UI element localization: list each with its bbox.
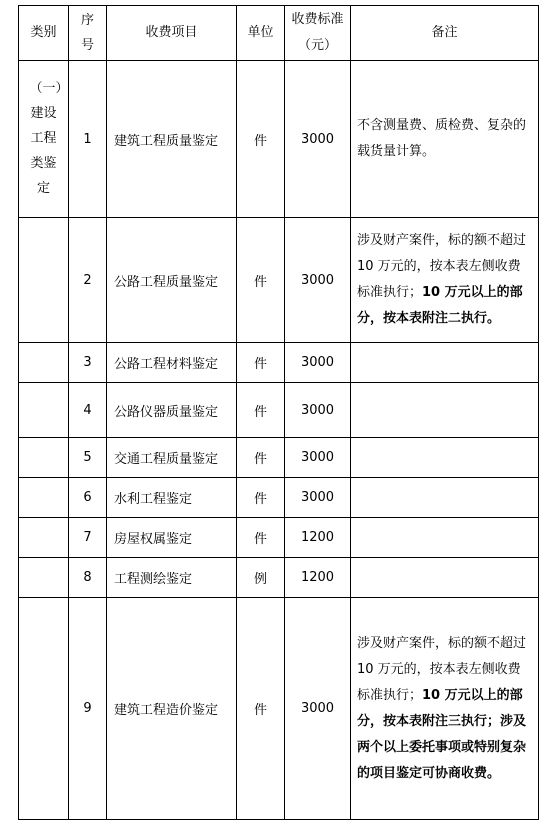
row-number: 9 [69,598,107,820]
row-unit: 件 [237,518,285,558]
row-item: 水利工程鉴定 [107,478,237,518]
table-row [19,343,539,383]
row-fee: 1200 [285,518,351,558]
row-unit: 件 [237,218,285,343]
row-fee: 3000 [285,438,351,478]
category-cell-empty [19,383,69,438]
table-row [19,518,539,558]
header-remark: 备注 [351,6,539,61]
row-remark [351,343,539,383]
row-number: 8 [69,558,107,598]
table-row [19,478,539,518]
category-cell-empty [19,518,69,558]
row-fee: 3000 [285,478,351,518]
row-item: 房屋权属鉴定 [107,518,237,558]
row-number: 6 [69,478,107,518]
row-remark: 涉及财产案件，标的额不超过 10 万元的，按本表左侧收费标准执行；10 万元以上的部分，按本表附注三执行；涉及两个以上委托事项或特别复杂的项目鉴定可协商收费。 [351,598,539,820]
category-cell-empty [19,598,69,820]
table-row [19,598,539,820]
category-cell: （一）建设工程类鉴定 [19,61,69,218]
row-remark [351,383,539,438]
header-item: 收费项目 [107,6,237,61]
row-remark: 不含测量费、质检费、复杂的载货量计算。 [351,61,539,218]
row-number: 7 [69,518,107,558]
row-number: 1 [69,61,107,218]
category-cell-empty [19,438,69,478]
row-remark [351,478,539,518]
row-number: 3 [69,343,107,383]
row-fee: 3000 [285,343,351,383]
row-fee: 3000 [285,598,351,820]
category-cell-empty [19,478,69,518]
row-remark [351,558,539,598]
table-row [19,61,539,218]
row-item: 公路工程材料鉴定 [107,343,237,383]
row-unit: 件 [237,598,285,820]
row-item: 建筑工程质量鉴定 [107,61,237,218]
row-unit: 件 [237,438,285,478]
row-unit: 件 [237,383,285,438]
row-item: 工程测绘鉴定 [107,558,237,598]
row-remark [351,518,539,558]
row-number: 2 [69,218,107,343]
category-cell-empty [19,558,69,598]
row-fee: 3000 [285,383,351,438]
row-fee: 1200 [285,558,351,598]
row-fee: 3000 [285,61,351,218]
header-index: 序号 [69,6,107,61]
header-standard: 收费标准（元） [285,6,351,61]
header-row [19,6,539,61]
row-remark: 涉及财产案件，标的额不超过 10 万元的，按本表左侧收费标准执行；10 万元以上的部分，按本表附注二执行。 [351,218,539,343]
row-item: 公路工程质量鉴定 [107,218,237,343]
row-remark [351,438,539,478]
fee-schedule-table [18,5,539,820]
row-fee: 3000 [285,218,351,343]
row-number: 4 [69,383,107,438]
table-row [19,558,539,598]
table-row [19,218,539,343]
header-category: 类别 [19,6,69,61]
table-row [19,383,539,438]
row-unit: 例 [237,558,285,598]
category-cell-empty [19,343,69,383]
row-item: 公路仪器质量鉴定 [107,383,237,438]
row-unit: 件 [237,478,285,518]
row-item: 交通工程质量鉴定 [107,438,237,478]
category-cell-empty [19,218,69,343]
row-unit: 件 [237,343,285,383]
header-unit: 单位 [237,6,285,61]
row-item: 建筑工程造价鉴定 [107,598,237,820]
row-unit: 件 [237,61,285,218]
row-number: 5 [69,438,107,478]
table-row [19,438,539,478]
